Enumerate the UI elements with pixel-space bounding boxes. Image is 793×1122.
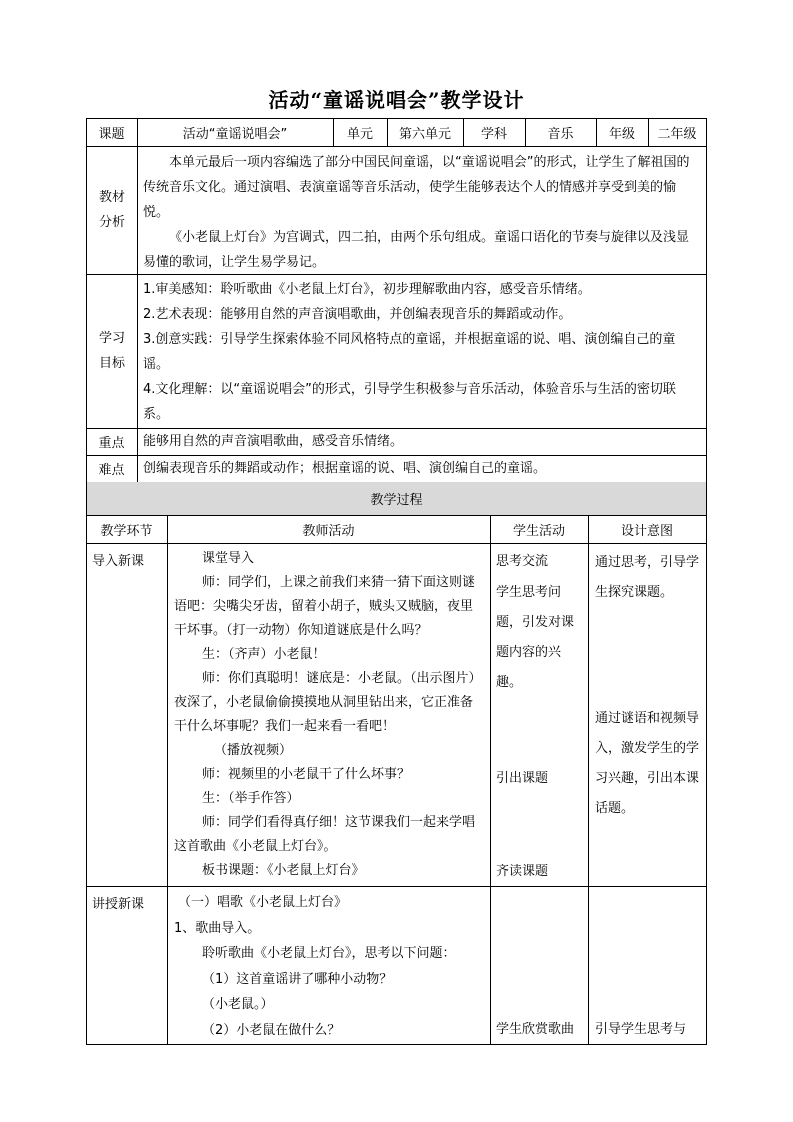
teacher-line: 师：同学们，上课之前我们来猜一猜下面这则谜语吧：尖嘴尖牙齿，留着小胡子，贼头又贼脑，夜里干坏事。（打一动物）你知道谜底是什么吗？ [174,575,476,638]
teacher-line: 聆听歌曲《小老鼠上灯台》，思考以下问题： [202,946,456,961]
student-line: 学生欣赏歌曲 [496,1022,575,1037]
teacher-line: 生：（齐声）小老鼠！ [202,647,326,662]
subject-value: 音乐 [547,126,574,142]
label-grade: 年级 [608,126,635,142]
col-student: 学生活动 [512,523,565,539]
unit-value: 第六单元 [398,126,451,142]
label-subject: 学科 [480,126,507,142]
teacher-line: （一）唱歌《小老鼠上灯台》 [178,895,348,910]
teacher-line: 师：视频里的小老鼠干了什么坏事？ [202,767,411,782]
teacher-line: 板书课题：《小老鼠上灯台》 [202,863,365,878]
label-topic: 课题 [98,126,125,142]
grade-value: 二年级 [657,126,697,142]
goals-list [143,277,701,427]
stage-new: 讲授新课 [92,897,145,912]
teacher-line: 课堂导入 [202,551,255,566]
student-line: 思考交流 [496,554,549,569]
difficulty-text: 创编表现音乐的舞蹈或动作；根据童谣的说、唱、演创编自己的童谣。 [143,461,547,476]
teacher-activity-intro [174,547,484,883]
key-text: 能够用自然的声音演唱歌曲，感受音乐情绪。 [143,434,404,449]
teacher-line: （小老鼠。） [202,997,274,1012]
stage-intro: 导入新课 [92,554,145,569]
teacher-line: 1、歌曲导入。 [174,920,261,936]
label-difficulty: 难点 [98,463,125,478]
teacher-line: （1）这首童谣讲了哪种小动物？ [202,971,393,987]
page-title: 活动“童谣说唱会”教学设计 [268,88,525,112]
student-line: 齐读课题 [496,864,549,879]
teacher-line: （播放视频） [214,743,293,758]
teacher-activity-new [174,890,484,1043]
goal-item: 2.艺术表现：能够用自然的声音演唱歌曲，并创编表现音乐的舞蹈或动作。 [143,307,572,322]
col-stage: 教学环节 [100,523,153,539]
goal-item: 4.文化理解：以“童谣说唱会”的形式，引导学生积极参与音乐活动，体验音乐与生活的密切联系。 [143,382,676,422]
label-goals: 学习目标 [98,331,125,371]
label-analysis: 教材分析 [98,190,125,230]
intent-line: 通过谜语和视频导入，激发学生的学习兴趣，引出本课话题。 [595,711,700,816]
teacher-line: 师：你们真聪明！谜底是：小老鼠。（出示图片）夜深了，小老鼠偷偷摸摸地从洞里钻出来，它正准备干什么坏事呢？我们一起来看一看吧！ [174,671,482,734]
intent-line: 通过思考，引导学生探究课题。 [595,555,700,600]
intent-line: 引导学生思考与 [595,1022,687,1037]
col-intent: 设计意图 [620,523,673,539]
col-teacher: 教师活动 [302,523,355,539]
student-line: 引出课题 [496,771,549,786]
analysis-paragraph-2: 《小老鼠上灯台》为宫调式，四二拍，由两个乐句组成。童谣口语化的节奏与旋律以及浅显易懂的歌词，让学生易学易记。 [143,230,690,270]
teacher-line: （2）小老鼠在做什么？ [202,1022,341,1038]
analysis-paragraph-1: 本单元最后一项内容编选了部分中国民间童谣，以“童谣说唱会”的形式，让学生了解祖国的传统音乐文化。通过演唱、表演童谣等音乐活动，使学生能够表达个人的情感并享受到美的愉悦。 [143,155,690,220]
student-line: 学生思考问题，引发对课题内容的兴趣。 [496,585,575,690]
analysis-text [143,150,701,275]
teacher-line: 生：（举手作答） [202,791,300,806]
label-unit: 单元 [346,126,373,142]
goal-item: 3.创意实践：引导学生探索体验不同风格特点的童谣，并根据童谣的说、唱、演创编自己的童谣。 [143,332,676,372]
goal-item: 1.审美感知：聆听歌曲《小老鼠上灯台》，初步理解歌曲内容，感受音乐情绪。 [143,282,591,297]
process-title: 教学过程 [370,493,423,508]
topic-value: 活动“童谣说唱会” [182,126,288,142]
teacher-line: 师：同学们看得真仔细！这节课我们一起来学唱这首歌曲《小老鼠上灯台》。 [174,815,476,854]
label-key: 重点 [98,436,125,451]
